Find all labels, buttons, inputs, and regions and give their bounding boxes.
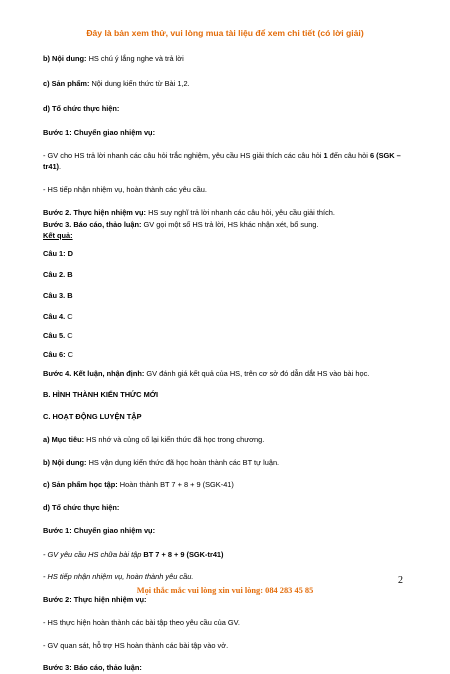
contact-footer: Mọi thắc mắc vui lòng xin vui lòng: 084 283 45 85: [136, 586, 314, 595]
content-line: b) Nội dung: HS vận dụng kiến thức đã học hoàn thành các BT tự luận.: [43, 458, 280, 467]
content-line: Câu 6: C: [43, 350, 73, 359]
content-line: Bước 3: Báo cáo, thảo luận:: [43, 663, 142, 672]
content-line: Bước 1: Chuyển giao nhiệm vụ:: [43, 526, 156, 535]
content-line: b) Nội dung: HS chú ý lắng nghe và trả lời: [43, 54, 184, 63]
content-line: - GV yêu cầu HS chữa bài tập BT 7 + 8 + 9 (SGK-tr41): [43, 550, 224, 559]
content-line: Câu 5. C: [43, 331, 73, 340]
content-line: Câu 3. B: [43, 291, 73, 300]
content-line: - HS thực hiện hoàn thành các bài tập theo yêu cầu của GV.: [43, 618, 240, 627]
content-line: a) Mục tiêu: HS nhớ và củng cố lại kiến thức đã học trong chương.: [43, 435, 265, 444]
content-line: Bước 2. Thực hiện nhiệm vụ: HS suy nghĩ trả lời nhanh các câu hỏi, yêu cầu giải thích.: [43, 208, 335, 217]
content-line: Câu 2. B: [43, 270, 73, 279]
content-line: Câu 1: D: [43, 249, 73, 258]
content-line: - GV cho HS trả lời nhanh các câu hỏi trắc nghiệm, yêu cầu HS giải thích các câu hỏi 1 đến câu hỏi 6 (SGK – tr41).: [43, 151, 401, 171]
content-line: - HS tiếp nhận nhiệm vụ, hoàn thành các yêu cầu.: [43, 185, 207, 194]
content-line: c) Sản phẩm: Nội dung kiến thức từ Bài 1,2.: [43, 79, 190, 88]
content-line: c) Sản phẩm học tập: Hoàn thành BT 7 + 8 + 9 (SGK-41): [43, 480, 234, 489]
page-number: 2: [398, 575, 403, 586]
content-line: - HS tiếp nhận nhiệm vụ, hoàn thành yêu cầu.: [43, 572, 194, 581]
content-line: Bước 1: Chuyển giao nhiệm vụ:: [43, 128, 156, 137]
content-line: Bước 4. Kết luận, nhận định: GV đánh giá kết quả của HS, trên cơ sở đó dẫn dắt HS vào bài học.: [43, 369, 370, 378]
preview-banner: Đây là bản xem thử, vui lòng mua tài liệu để xem chi tiết (có lời giải): [86, 28, 364, 38]
content-line: Bước 2: Thực hiện nhiệm vụ:: [43, 595, 147, 604]
content-line: d) Tổ chức thực hiện:: [43, 503, 120, 512]
content-line: - GV quan sát, hỗ trợ HS hoàn thành các bài tập vào vở.: [43, 641, 229, 650]
content-line: Câu 4. C: [43, 312, 73, 321]
content-line: Kết quả:: [43, 231, 73, 240]
content-line: B. HÌNH THÀNH KIẾN THỨC MỚI: [43, 390, 159, 399]
content-line: Bước 3. Báo cáo, thảo luận: GV gọi một số HS trả lời, HS khác nhận xét, bổ sung.: [43, 220, 319, 229]
content-line: C. HOẠT ĐỘNG LUYỆN TẬP: [43, 412, 142, 421]
content-line: d) Tổ chức thực hiện:: [43, 104, 120, 113]
